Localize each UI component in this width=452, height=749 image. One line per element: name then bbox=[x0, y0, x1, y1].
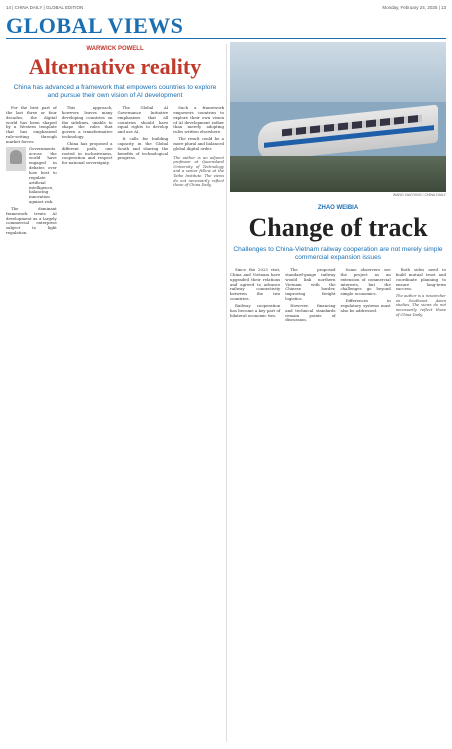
column-divider bbox=[226, 44, 227, 742]
paragraph: Since the 2023 visit, China and Vietnam have upgraded their relations and agreed to advance railway connectivity between the two countries. bbox=[230, 267, 281, 302]
paragraph: Governments across the world have engaged in debates over how best to regulate artificial intelligence, balancing innovation against risk. bbox=[29, 145, 57, 205]
paragraph: The Global AI Governance Initiative emphasizes that all countries should have equal rights to develop and use AI. bbox=[117, 105, 169, 135]
right-body bbox=[230, 268, 446, 325]
photo-ground bbox=[230, 156, 446, 192]
paragraph: China has proposed a different path, one rooted in inclusiveness, cooperation and respect for national sovereignty. bbox=[61, 140, 113, 166]
photo-sky bbox=[230, 42, 446, 102]
paragraph: It calls for building capacity in the Global South and sharing the benefits of technological progress. bbox=[117, 136, 169, 161]
paragraph: However, financing and technical standards remain points of discussion. bbox=[285, 302, 336, 323]
right-article bbox=[230, 42, 446, 742]
left-deck: China has advanced a framework that empowers countries to explore and pursue their own vision of AI development bbox=[13, 84, 217, 99]
paragraph: The proposed standard-gauge railway would link northern Vietnam with the Chinese border, improving freight logistics. bbox=[285, 267, 336, 302]
left-body-col-1 bbox=[6, 106, 57, 238]
page-folio-left: 14 | CHINA DAILY | GLOBAL EDITION bbox=[6, 5, 84, 10]
left-headline: Alternative reality bbox=[28, 54, 202, 79]
page-date: Monday, February 24, 2025 | 13 bbox=[382, 5, 446, 10]
right-body-col-3 bbox=[341, 268, 391, 325]
author-bio: The author is a researcher on Southeast Asian studies. The views do not necessarily reflect those of China Daily. bbox=[395, 294, 446, 317]
left-byline: WARWICK POWELL bbox=[86, 46, 144, 52]
left-body-col-3 bbox=[118, 106, 169, 238]
author-bio: The author is an adjunct professor at Queensland University of Technology and a senior fellow at the Taihe Institute. The views do not necessarily reflect those of China Daily. bbox=[173, 155, 224, 188]
author-photo-row bbox=[6, 147, 57, 205]
left-body-col-2 bbox=[62, 106, 113, 238]
right-body-col-4 bbox=[396, 268, 446, 325]
paragraph: Railway cooperation has become a key part of bilateral economic ties. bbox=[230, 302, 281, 318]
left-article bbox=[6, 42, 224, 742]
paragraph: The result could be a more plural and balanced global digital order. bbox=[173, 136, 224, 151]
paragraph: Differences in regulatory systems must also be addressed. bbox=[340, 298, 391, 313]
paragraph: This approach, however, leaves many developing countries on the sidelines, unable to shape the rules that govern a transformative technology. bbox=[61, 105, 113, 140]
right-headline: Change of track bbox=[248, 213, 428, 242]
section-masthead: GLOBAL VIEWS bbox=[6, 13, 184, 38]
right-byline: ZHAO WEIBIA bbox=[317, 205, 359, 211]
left-body bbox=[6, 106, 224, 238]
photo-caption: WANG XIAOYING / CHINA DAILY bbox=[392, 193, 446, 197]
top-bar bbox=[6, 3, 446, 12]
masthead-rule bbox=[6, 38, 446, 39]
paragraph: For the best part of the last three or four decades, the digital world has been shaped by a Western template that has emphasized rule-setting through market forces. bbox=[6, 105, 57, 144]
right-body-col-2 bbox=[285, 268, 335, 325]
paragraph: The dominant framework treats AI development as a largely commercial enterprise subject to light regulation. bbox=[6, 205, 57, 236]
right-deck: Challenges to China-Vietnam railway cooperation are not merely simple commercial expansion issues bbox=[233, 246, 443, 261]
author-photo bbox=[6, 147, 26, 171]
left-body-col-4 bbox=[173, 106, 224, 238]
train-photo bbox=[230, 42, 446, 192]
paragraph: Some observers see the project as an extension of commercial interests, but the challenges go beyond simple economics. bbox=[340, 267, 391, 297]
paragraph: Both sides need to build mutual trust and coordinate planning to ensure long-term success. bbox=[395, 267, 446, 292]
right-body-col-1 bbox=[230, 268, 280, 325]
paragraph: Such a framework empowers countries to explore their own vision of AI development rather than merely adopting rules written elsewhere. bbox=[173, 105, 224, 135]
